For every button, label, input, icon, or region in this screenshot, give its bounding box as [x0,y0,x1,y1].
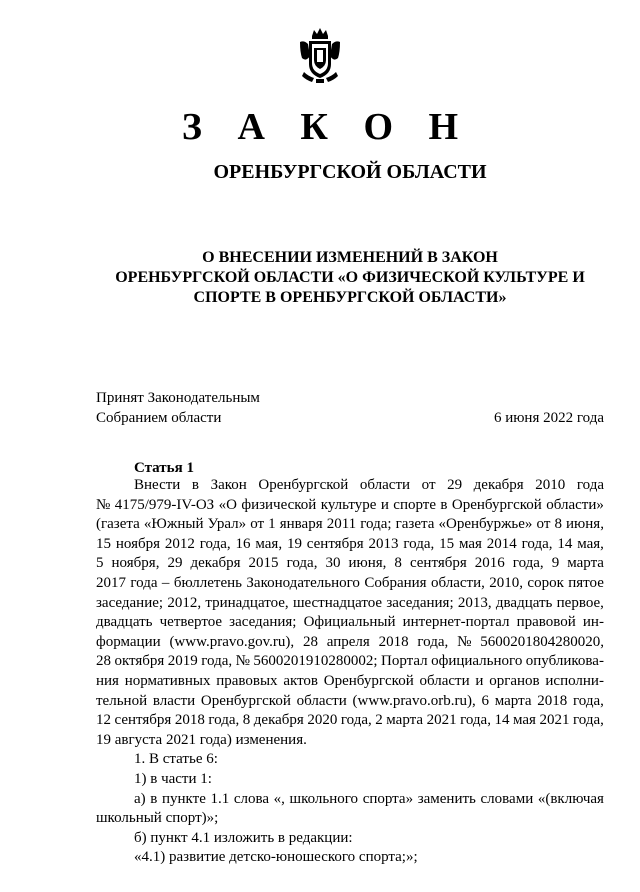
subject-line: СПОРТЕ В ОРЕНБУРГСКОЙ ОБЛАСТИ» [193,289,507,306]
item-1: 1. В статье 6: [134,751,218,768]
item-a-line1 [96,790,604,810]
paragraph-line: ния нормативных правовых актов Оренбургской области и органов исполни- [96,672,604,689]
paragraph-line: 15 ноября 2012 года, 16 мая, 19 сентября 2013 года, 15 мая 2014 года, 14 мая, [96,535,604,552]
adoption-block [96,388,604,428]
paragraph-line: Внести в Закон Оренбургской области от 29 декабря 2010 года [134,477,604,493]
subject-line: ОРЕНБУРГСКОЙ ОБЛАСТИ «О ФИЗИЧЕСКОЙ КУЛЬТУРЕ И [115,269,585,286]
coat-of-arms-icon [298,26,342,84]
paragraph-line: формации (www.pravo.gov.ru), 28 апреля 2018 года, № 5600201804280020, [96,633,604,650]
subject-line: О ВНЕСЕНИИ ИЗМЕНЕНИЙ В ЗАКОН [202,249,498,266]
paragraph-line: 12 сентября 2018 года, 8 декабря 2020 года, 2 марта 2021 года, 14 мая 2021 года, [96,712,604,729]
law-subject [96,248,604,308]
item-quote: «4.1) развитие детско-юношеского спорта;»; [134,849,418,866]
region-title: ОРЕНБУРГСКОЙ ОБЛАСТИ [213,161,487,183]
article-heading: Статья 1 [134,460,194,476]
paragraph-line: 5 ноября, 29 декабря 2015 года, 30 июня, 8 сентября 2016 года, 9 марта [96,555,604,572]
paragraph-line: двадцать четвертое заседания; Официальный интернет-портал правовой ин- [96,614,604,631]
adoption-line-2: Собранием области [96,410,222,426]
item-a-words: а) в пункте 1.1 слова «, школьного спорта» заменить словами «(включая [134,790,604,807]
paragraph-line: № 4175/979-IV-ОЗ «О физической культуре и спорте в Оренбургской области» [96,496,604,513]
law-title: З А К О Н [181,106,472,148]
paragraph-line: 2017 года – бюллетень Законодательного Собрания области, 2010, сорок пятое [96,574,604,591]
paragraph-line: заседание; 2012, тринадцатое, шестнадцатое заседания; 2013, двадцать первое, [96,594,604,611]
item-b: б) пункт 4.1 изложить в редакции: [134,829,353,846]
paragraph-last-line: 19 августа 2021 года) изменения. [96,731,307,748]
item-1-1: 1) в части 1: [134,770,212,787]
paragraph-line: 28 октября 2019 года, № 5600201910280002; Портал официального опубликова- [96,653,604,670]
article-paragraph [96,476,604,731]
item-a-line2: школьный спорт)»; [96,810,219,827]
adoption-date: 6 июня 2022 года [493,410,604,426]
paragraph-line: (газета «Южный Урал» от 1 января 2011 года; газета «Оренбуржье» от 8 июня, [96,516,604,533]
article-body [96,476,604,868]
paragraph-line: тельной власти Оренбургской области (www.pravo.orb.ru), 6 марта 2018 года, [96,692,604,709]
adoption-line-1: Принят Законодательным [96,390,260,406]
